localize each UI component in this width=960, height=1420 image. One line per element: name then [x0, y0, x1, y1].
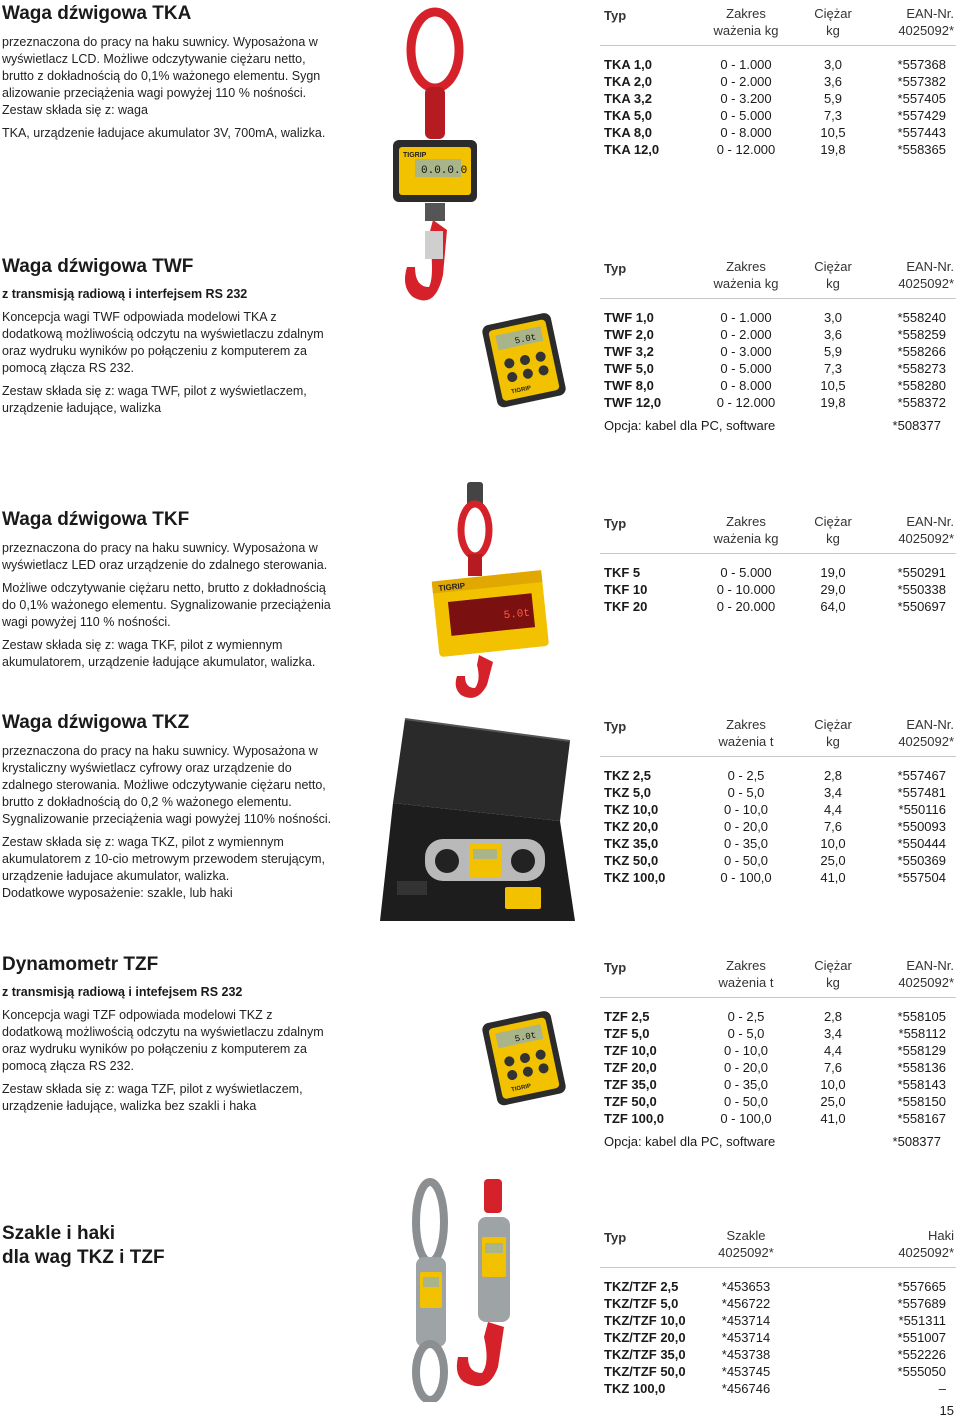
table-cell: *558240	[897, 310, 946, 325]
table-cell: TZF 20,0	[604, 1060, 657, 1075]
table-row	[600, 73, 956, 90]
option-row: Opcja: kabel dla PC, software *508377	[604, 1134, 941, 1149]
table-cell: *558136	[897, 1060, 946, 1075]
table-row	[600, 1363, 956, 1380]
table-cell: TKZ/TZF 5,0	[604, 1296, 679, 1311]
table-cell: *558112	[898, 1026, 946, 1041]
section-description: Dodatkowe wyposażenie: szakle, lub haki	[2, 886, 233, 900]
table-cell: 0 - 1.000	[720, 57, 772, 72]
table-cell: TWF 5,0	[604, 361, 654, 376]
table-cell: 2,8	[823, 1009, 843, 1024]
table-cell: TKZ/TZF 50,0	[604, 1364, 686, 1379]
table-cell: TKF 10	[604, 582, 648, 597]
table-cell: 0 - 10,0	[723, 802, 769, 817]
table-row	[600, 1008, 956, 1025]
table-row	[600, 1076, 956, 1093]
tka-table	[600, 5, 956, 158]
table-header: Typ Zakres ważenia kg Ciężar kg EAN-Nr. 4025092*	[600, 258, 956, 299]
table-cell: 0 - 35,0	[723, 1077, 769, 1092]
section-description: Zestaw składa się z: waga TZF, pilot z wyświetlaczem, urządzenie ładujące, walizka bez szakli i haka	[2, 1082, 303, 1113]
table-row	[600, 1380, 956, 1397]
section-title: Dynamometr TZF	[2, 954, 159, 975]
table-cell: 25,0	[820, 1094, 846, 1109]
table-cell: 0 - 5.000	[720, 361, 772, 376]
table-cell: 0 - 12.000	[716, 395, 776, 410]
table-cell: *456746	[721, 1381, 771, 1396]
table-cell: TKZ/TZF 2,5	[604, 1279, 679, 1294]
table-cell: TWF 3,2	[604, 344, 654, 359]
table-cell: 0 - 3.000	[720, 344, 772, 359]
table-row	[600, 852, 956, 869]
table-cell: TKZ 20,0	[604, 819, 659, 834]
table-cell: 0 - 50,0	[723, 853, 769, 868]
table-header: Typ Szakle 4025092* Haki 4025092*	[600, 1227, 956, 1268]
table-row	[600, 581, 956, 598]
section-title: Waga dźwigowa TWF	[2, 256, 194, 277]
table-cell: *557504	[897, 870, 946, 885]
table-cell: *550291	[897, 565, 946, 580]
table-cell: TKA 2,0	[604, 74, 652, 89]
table-cell: *453714	[721, 1330, 771, 1345]
section-description: Koncepcja wagi TWF odpowiada modelowi TKA z dodatkową możliwością odczytu na wyświetlaczu zdalnym oraz wydruku wyników po połączeniu z komputerem za pomocą złącza RS 232.	[2, 310, 324, 375]
table-cell: 0 - 5.000	[720, 108, 772, 123]
table-cell: 0 - 35,0	[723, 836, 769, 851]
table-cell: 0 - 2.000	[720, 327, 772, 342]
table-row	[600, 818, 956, 835]
twf-table	[600, 258, 956, 437]
table-cell: 10,0	[820, 836, 846, 851]
szakle-table	[600, 1227, 956, 1397]
section-description: przeznaczona do pracy na haku suwnicy. Wyposażona w wyświetlacz LED oraz urządzenie do zdalnego sterowania.	[2, 541, 328, 572]
table-cell: TKZ 100,0	[604, 870, 666, 885]
table-cell: 0 - 5,0	[727, 1026, 765, 1041]
table-cell: TKZ 5,0	[604, 785, 651, 800]
crane-scale-tkf-image	[425, 480, 550, 705]
table-cell: 25,0	[820, 853, 846, 868]
section-title: Waga dźwigowa TKZ	[2, 712, 190, 733]
table-cell: 7,3	[823, 108, 843, 123]
table-cell: *557665	[897, 1279, 946, 1294]
table-cell: 5,9	[823, 91, 843, 106]
table-cell: *550444	[897, 836, 946, 851]
table-cell: TWF 12,0	[604, 395, 662, 410]
table-cell: TKZ/TZF 35,0	[604, 1347, 686, 1362]
table-cell: TKF 20	[604, 599, 648, 614]
table-cell: *550116	[898, 802, 946, 817]
table-cell: TKZ 100,0	[604, 1381, 666, 1396]
table-row	[600, 1295, 956, 1312]
table-cell: *551007	[897, 1330, 946, 1345]
table-row	[600, 784, 956, 801]
brand-label: TIGRIP	[438, 581, 466, 593]
table-row	[600, 1093, 956, 1110]
section-title: Szakle i haki	[2, 1223, 116, 1244]
table-cell: *453738	[721, 1347, 771, 1362]
table-cell: 10,5	[820, 378, 846, 393]
table-cell: TKA 8,0	[604, 125, 652, 140]
table-cell: *557429	[897, 108, 946, 123]
table-cell: –	[938, 1381, 946, 1396]
table-cell: TWF 1,0	[604, 310, 654, 325]
table-cell: TKA 12,0	[604, 142, 660, 157]
table-cell: 3,4	[823, 1026, 843, 1041]
table-cell: 64,0	[820, 599, 846, 614]
table-row	[600, 141, 956, 158]
table-header: Typ Zakres ważenia t Ciężar kg EAN-Nr. 4025092*	[600, 716, 956, 757]
table-cell: 0 - 8.000	[720, 378, 772, 393]
section-description: Koncepcja wagi TZF odpowiada modelowi TKZ z dodatkową możliwością odczytu na wyświetlaczu zdalnym oraz wydruku wyników po połączeniu z komputerem za pomocą złącza RS 232.	[2, 1008, 324, 1073]
option-row: Opcja: kabel dla PC, software *508377	[604, 418, 941, 433]
table-cell: 3,6	[823, 74, 843, 89]
table-cell: *550093	[897, 819, 946, 834]
table-cell: TKZ/TZF 20,0	[604, 1330, 686, 1345]
table-row	[600, 1025, 956, 1042]
table-cell: 4,4	[823, 802, 843, 817]
table-row	[600, 1110, 956, 1127]
table-cell: 0 - 20,0	[723, 1060, 769, 1075]
table-row	[600, 1346, 956, 1363]
table-cell: 0 - 8.000	[720, 125, 772, 140]
section-title: dla wag TKZ i TZF	[2, 1247, 165, 1268]
table-cell: *453653	[721, 1279, 771, 1294]
table-cell: *558150	[897, 1094, 946, 1109]
table-cell: *558167	[897, 1111, 946, 1126]
table-cell: *558372	[897, 395, 946, 410]
table-cell: *558259	[897, 327, 946, 342]
table-cell: TKF 5	[604, 565, 641, 580]
brand-label: TIGRIP	[403, 152, 427, 159]
table-cell: *558280	[897, 378, 946, 393]
svg-text:TIGRIP: TIGRIP	[510, 1083, 532, 1094]
table-cell: *558273	[897, 361, 946, 376]
table-cell: 4,4	[823, 1043, 843, 1058]
table-cell: TZF 100,0	[604, 1111, 664, 1126]
tkz-table	[600, 716, 956, 886]
table-cell: *558365	[897, 142, 946, 157]
table-cell: 0 - 5,0	[727, 785, 765, 800]
table-cell: *557368	[897, 57, 946, 72]
table-cell: TKZ 2,5	[604, 768, 651, 783]
table-row	[600, 124, 956, 141]
tkz-case-image	[375, 711, 580, 931]
table-cell: 0 - 2,5	[727, 768, 765, 783]
section-title: Waga dźwigowa TKF	[2, 509, 190, 530]
table-row	[600, 326, 956, 343]
table-row	[600, 1042, 956, 1059]
table-cell: 41,0	[820, 1111, 846, 1126]
table-cell: 7,3	[823, 361, 843, 376]
table-cell: *557467	[897, 768, 946, 783]
table-row	[600, 767, 956, 784]
table-cell: 7,6	[823, 1060, 843, 1075]
table-cell: *557443	[897, 125, 946, 140]
remote-display-twf-image	[475, 310, 575, 410]
table-cell: 10,0	[820, 1077, 846, 1092]
table-cell: *453745	[721, 1364, 771, 1379]
display-readout: 5.0t	[513, 1030, 538, 1045]
table-row	[600, 564, 956, 581]
table-cell: 0 - 100,0	[720, 1111, 772, 1126]
table-cell: TKA 1,0	[604, 57, 652, 72]
remote-display-tzf-image	[475, 1008, 575, 1108]
table-cell: 29,0	[820, 582, 846, 597]
display-readout: 0.0.0.0	[421, 165, 468, 177]
section-subtitle: z transmisją radiową i intefejsem RS 232	[2, 985, 243, 999]
table-row	[600, 1278, 956, 1295]
table-cell: TZF 50,0	[604, 1094, 657, 1109]
display-readout: 5.0t	[503, 607, 531, 623]
section-description: TKA, urządzenie ładujace akumulator 3V, 700mA, walizka.	[2, 126, 326, 140]
table-cell: TZF 2,5	[604, 1009, 650, 1024]
table-row	[600, 394, 956, 411]
table-cell: TKZ 10,0	[604, 802, 659, 817]
table-cell: 0 - 2.000	[720, 74, 772, 89]
table-cell: 0 - 5.000	[720, 565, 772, 580]
table-row	[600, 107, 956, 124]
table-row	[600, 90, 956, 107]
table-cell: 0 - 20.000	[716, 599, 776, 614]
table-header: Typ Zakres ważenia kg Ciężar kg EAN-Nr. 4025092*	[600, 5, 956, 46]
table-cell: 19,8	[820, 395, 846, 410]
table-header: Typ Zakres ważenia kg Ciężar kg EAN-Nr. 4025092*	[600, 513, 956, 554]
section-title: Waga dźwigowa TKA	[2, 3, 192, 24]
table-cell: *557481	[897, 785, 946, 800]
table-cell: *558129	[897, 1043, 946, 1058]
table-cell: 0 - 10.000	[716, 582, 776, 597]
table-cell: 3,4	[823, 785, 843, 800]
table-row	[600, 1059, 956, 1076]
table-row	[600, 309, 956, 326]
section-description: Zestaw składa się z: waga TWF, pilot z wyświetlaczem, urządzenie ładujące, walizka	[2, 384, 307, 415]
table-cell: 3,0	[823, 57, 843, 72]
table-row	[600, 1312, 956, 1329]
table-cell: 3,6	[823, 327, 843, 342]
table-cell: 0 - 10,0	[723, 1043, 769, 1058]
table-cell: TWF 8,0	[604, 378, 654, 393]
table-cell: *550697	[897, 599, 946, 614]
table-cell: TKZ 50,0	[604, 853, 659, 868]
table-cell: TKA 3,2	[604, 91, 652, 106]
section-subtitle: z transmisją radiową i interfejsem RS 232	[2, 287, 248, 301]
table-cell: 0 - 3.200	[720, 91, 772, 106]
table-row	[600, 1329, 956, 1346]
table-cell: 2,8	[823, 768, 843, 783]
display-readout: 5.0t	[513, 332, 538, 347]
table-cell: *550338	[897, 582, 946, 597]
table-cell: *552226	[897, 1347, 946, 1362]
section-description: przeznaczona do pracy na haku suwnicy. Wyposażona w wyświetlacz LCD. Możliwe odczytywanie ciężaru netto, brutto z dokładnością do 0,1% ważonego elementu. Sygn alizowanie przeciążenia wagi powyżej 110 % nośności. Zestaw składa się z: waga	[2, 35, 321, 117]
section-description: przeznaczona do pracy na haku suwnicy. Wyposażona w krystaliczny wyświetlacz cyfrowy oraz urządzenie do zdalnego sterowania. Możliwe odczytywanie ciężaru netto, brutto z dokładnością do 0,2 % ważonego elementu. Sygnalizowanie przeciążenia wagi powyżej 110% nośności.	[2, 744, 332, 826]
table-cell: 0 - 12.000	[716, 142, 776, 157]
table-cell: *550369	[897, 853, 946, 868]
table-cell: 0 - 20,0	[723, 819, 769, 834]
table-cell: *555050	[897, 1364, 946, 1379]
table-row	[600, 377, 956, 394]
table-cell: 3,0	[823, 310, 843, 325]
table-cell: *557689	[897, 1296, 946, 1311]
tzf-table	[600, 957, 956, 1153]
table-cell: TZF 35,0	[604, 1077, 657, 1092]
table-cell: 19,8	[820, 142, 846, 157]
table-row	[600, 56, 956, 73]
table-cell: 0 - 2,5	[727, 1009, 765, 1024]
table-cell: 0 - 100,0	[720, 870, 772, 885]
table-cell: 19,0	[820, 565, 846, 580]
svg-text:TIGRIP: TIGRIP	[510, 385, 532, 396]
table-cell: 10,5	[820, 125, 846, 140]
table-row	[600, 869, 956, 886]
table-cell: TWF 2,0	[604, 327, 654, 342]
table-cell: *558105	[897, 1009, 946, 1024]
table-row	[600, 343, 956, 360]
table-cell: TZF 10,0	[604, 1043, 657, 1058]
section-description: Zestaw składa się z: waga TKF, pilot z wymiennym akumulatorem, urządzenie ładujące akumulator, walizka.	[2, 638, 316, 669]
table-cell: *558266	[897, 344, 946, 359]
table-header: Typ Zakres ważenia t Ciężar kg EAN-Nr. 4025092*	[600, 957, 956, 998]
table-cell: TKZ/TZF 10,0	[604, 1313, 686, 1328]
table-row	[600, 835, 956, 852]
table-cell: *558143	[897, 1077, 946, 1092]
table-cell: *456722	[721, 1296, 771, 1311]
table-row	[600, 801, 956, 818]
crane-scale-tka-image	[385, 5, 485, 315]
table-cell: *453714	[721, 1313, 771, 1328]
table-cell: TKA 5,0	[604, 108, 652, 123]
shackles-hooks-image	[400, 1177, 530, 1402]
table-cell: 0 - 1.000	[720, 310, 772, 325]
table-cell: *551311	[898, 1313, 946, 1328]
table-row	[600, 598, 956, 615]
table-cell: 41,0	[820, 870, 846, 885]
section-description: Możliwe odczytywanie ciężaru netto, brutto z dokładnością do 0,1% ważonego elementu. Sygnalizowanie przeciążenia wagi powyżej 110 % nośności.	[2, 581, 331, 629]
table-cell: 0 - 50,0	[723, 1094, 769, 1109]
tkf-table	[600, 513, 956, 615]
table-cell: *557382	[897, 74, 946, 89]
table-cell: 5,9	[823, 344, 843, 359]
table-row	[600, 360, 956, 377]
table-cell: TZF 5,0	[604, 1026, 650, 1041]
table-cell: 7,6	[823, 819, 843, 834]
table-cell: TKZ 35,0	[604, 836, 659, 851]
table-cell: *557405	[897, 91, 946, 106]
page-number: 15	[939, 1403, 954, 1418]
section-description: Zestaw składa się z: waga TKZ, pilot z wymiennym akumulatorem z 10-cio metrowym przewodem sterującym, urządzenie ładujace akumulator, walizka.	[2, 835, 326, 883]
